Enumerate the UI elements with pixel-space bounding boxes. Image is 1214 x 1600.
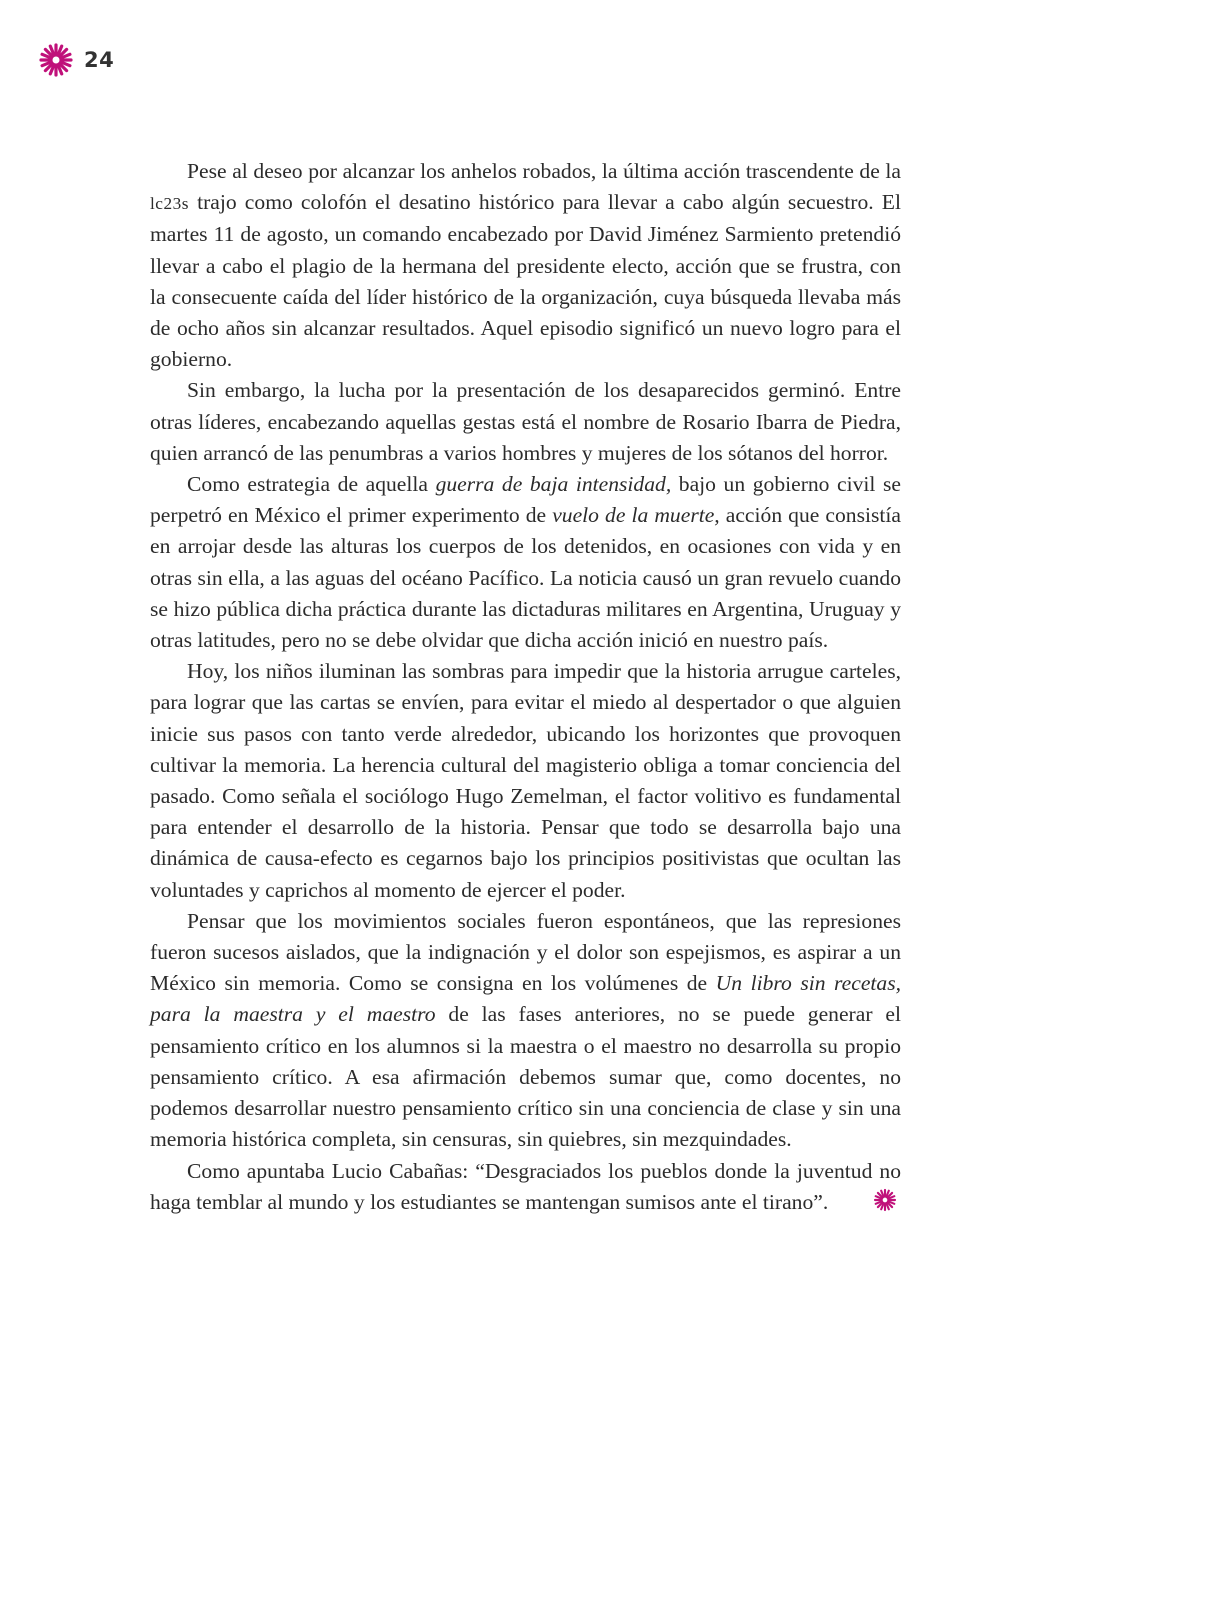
paragraph-5-text-a: Pensar que los movimientos sociales fueron espontáneos, que las represiones fueron sucesos aislados, que la indignación y el dolor son espejismos, es aspirar a un México sin memoria. Como se consigna en los volúmenes de — [150, 908, 901, 996]
paragraph-1 — [150, 156, 901, 375]
body-text — [150, 156, 901, 1221]
paragraph-2: Sin embargo, la lucha por la presentación de los desaparecidos germinó. Entre otras líderes, encabezando aquellas gestas está el nombre de Rosario Ibarra de Piedra, quien arrancó de las penumbras a varios hombres y mujeres de los sótanos del horror. — [150, 378, 901, 465]
paragraph-6-text: Como apuntaba Lucio Cabañas: “Desgraciados los pueblos donde la juventud no haga temblar al mundo y los estudiantes se mantengan sumisos ante el tirano”. — [150, 1158, 901, 1214]
paragraph-3-text-c: acción que consistía en arrojar desde las alturas los cuerpos de los detenidos, en ocasiones con vida y en otras sin ella, a las aguas del océano Pacífico. La noticia causó un gran revuelo cuando se hizo pública dicha práctica durante las dictaduras militares en Argentina, Uruguay y otras latitudes, pero no se debe olvidar que dicha acción inició en nuestro país. — [150, 503, 901, 653]
page-header — [38, 42, 114, 78]
paragraph-6 — [150, 1156, 901, 1221]
paragraph-5 — [150, 906, 901, 1156]
end-star-icon — [836, 1188, 897, 1221]
paragraph-3-italic-a: guerra de baja intensidad, — [435, 472, 672, 497]
paragraph-3-text-b: bajo un gobierno civil se perpetró en México el primer experimento de — [150, 472, 902, 528]
paragraph-5-text-b: de las fases anteriores, no se puede generar el pensamiento crítico en los alumnos si la maestra o el maestro no desarrolla su propio pensamiento crítico. A esa afirmación debemos sumar que, como docentes, no podemos desarrollar nuestro pensamiento crítico sin una conciencia de clase y sin una memoria histórica completa, sin censuras, sin quiebres, sin mezquindades. — [150, 1002, 901, 1152]
paragraph-3-italic-b: vuelo de la muerte, — [552, 503, 720, 528]
paragraph-1-text-b: trajo como colofón el desatino histórico para llevar a cabo algún secuestro. El martes 11 de agosto, un comando encabezado por David Jiménez Sarmiento pretendió llevar a cabo el plagio de la hermana del presidente electo, acción que se frustra, con la consecuente caída del líder histórico de la organización, cuya búsqueda llevaba más de ocho años sin alcanzar resultados. Aquel episodio significó un nuevo logro para el gobierno. — [150, 190, 901, 372]
book-title: Un libro sin recetas, para la maestra y el maestro — [150, 971, 901, 1027]
paragraph-4: Hoy, los niños iluminan las sombras para impedir que la historia arrugue carteles, para lograr que las cartas se envíen, para evitar el miedo al despertador o que alguien inicie sus pasos con tanto verde alrededor, ubicando los horizontes que provoquen cultivar la memoria. La herencia cultural del magisterio obliga a tomar conciencia del pasado. Como señala el sociólogo Hugo Zemelman, el factor volitivo es fundamental para entender el desarrollo de la historia. Pensar que todo se desarrolla bajo una dinámica de causa-efecto es cegarnos bajo los principios positivistas que ocultan las voluntades y caprichos al momento de ejercer el poder. — [150, 659, 901, 902]
paragraph-1-text-a: Pese al deseo por alcanzar los anhelos robados, la última acción trascendente de la — [187, 159, 901, 183]
organization-acronym: lc23s — [150, 194, 189, 214]
page-number: 24 — [84, 48, 115, 72]
paragraph-3 — [150, 469, 901, 656]
asterisk-star-icon — [38, 42, 74, 78]
paragraph-3-text-a: Como estrategia de aquella — [187, 472, 436, 497]
